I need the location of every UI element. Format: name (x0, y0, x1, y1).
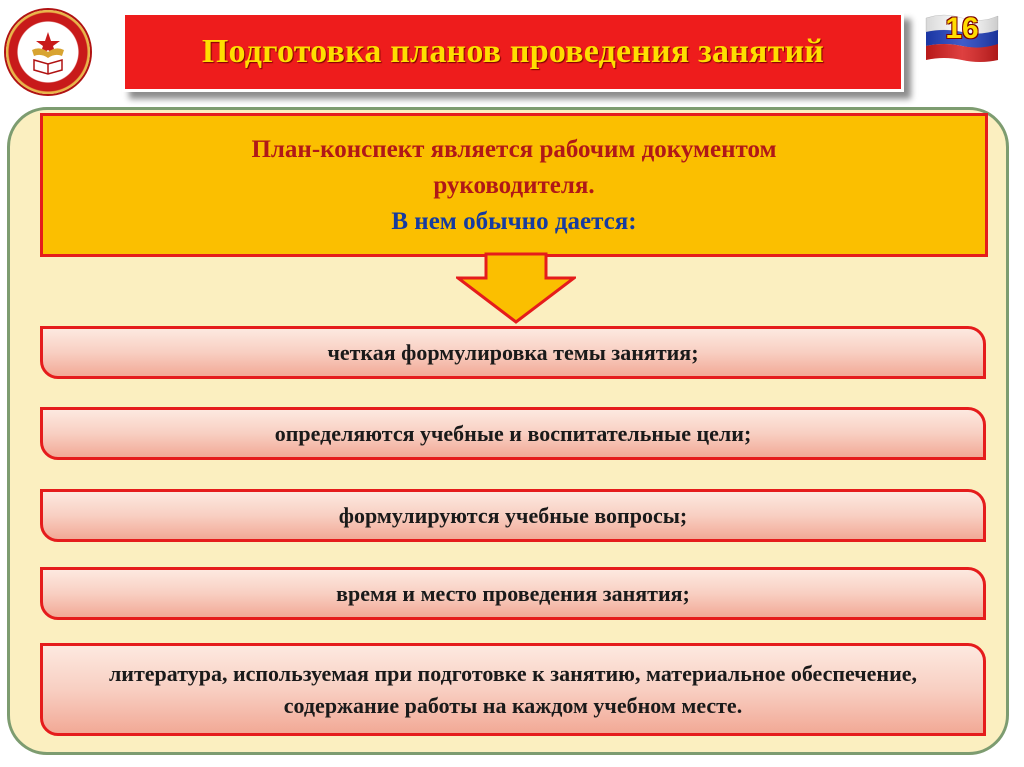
russian-flag-icon (922, 10, 1002, 66)
lead-line-3: В нем обычно дается: (391, 208, 637, 235)
list-item-text: время и место проведения занятия; (336, 580, 690, 606)
lead-box (40, 113, 988, 257)
list-item-text: четкая формулировка темы занятия; (327, 339, 699, 365)
military-department-emblem-icon (6, 10, 90, 94)
page-title: Подготовка планов проведения занятий (201, 33, 825, 70)
list-item-text: формулируются учебные вопросы; (338, 502, 688, 528)
list-item (40, 489, 986, 542)
title-banner (122, 12, 904, 92)
emblem-graphic (6, 10, 90, 94)
list-item (40, 643, 986, 736)
list-item (40, 407, 986, 460)
lead-line-1: План-конспект является рабочим документом (251, 136, 777, 163)
slide-number: 16 (945, 12, 979, 45)
list-item-text: литература, используемая при подготовке к занятию, материальное обеспечение, содержание работы на каждом учебном месте. (108, 660, 918, 718)
lead-line-2: руководителя. (433, 172, 595, 199)
list-item (40, 326, 986, 379)
list-item (40, 567, 986, 620)
list-item-text: определяются учебные и воспитательные цели; (274, 420, 752, 446)
down-arrow-icon (456, 252, 576, 324)
